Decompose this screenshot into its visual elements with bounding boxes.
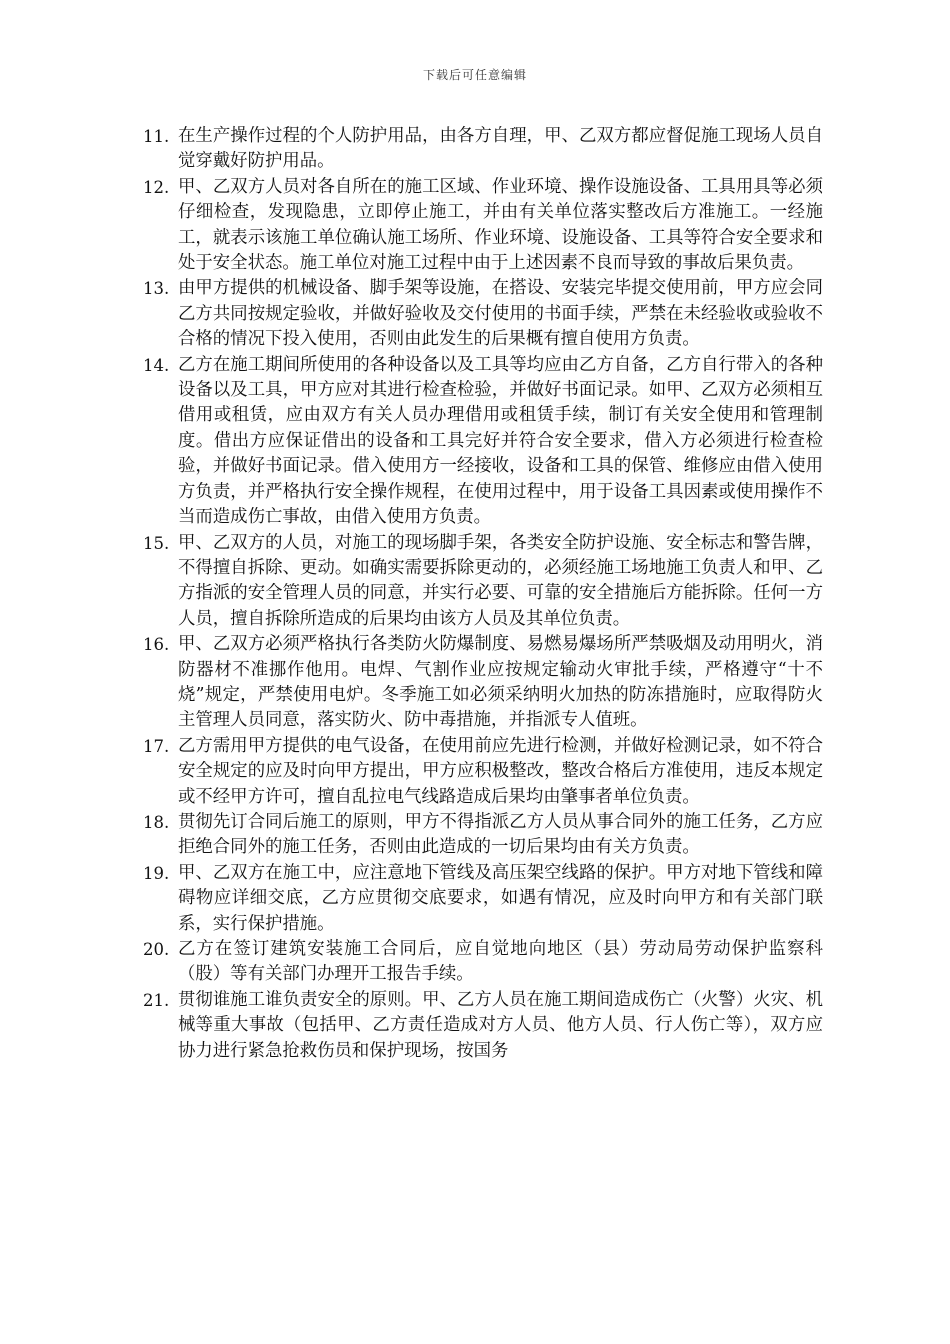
clause-text: 甲、乙双方必须严格执行各类防火防爆制度、易燃易爆场所严禁吸烟及动用明火，消防器材不准挪作他用。电焊、气割作业应按规定输动火审批手续，严格遵守“十不烧”规定，严禁使用电炉。冬季施工如必须采纳明火加热的防冻措施时，应取得防火主管理人员同意，落实防火、防中毒措施，并指派专人值班。 [178, 634, 823, 731]
clause-item [143, 810, 823, 861]
clause-item [143, 124, 823, 175]
clause-number: 14. [143, 355, 170, 375]
clause-item [143, 531, 823, 633]
clause-item [143, 632, 823, 734]
clause-number: 17. [143, 736, 170, 756]
clause-text: 乙方在施工期间所使用的各种设备以及工具等均应由乙方自备，乙方自行带入的各种设备以及工具，甲方应对其进行检查检验，并做好书面记录。如甲、乙双方必须相互借用或租赁，应由双方有关人员办理借用或租赁手续，制订有关安全使用和管理制度。借出方应保证借出的设备和工具完好并符合安全要求，借入方必须进行检查检验，并做好书面记录。借入使用方一经接收，设备和工具的保管、维修应由借入使用方负责，并严格执行安全操作规程，在使用过程中，用于设备工具因素或使用操作不当而造成伤亡事故，由借入使用方负责。 [178, 354, 823, 528]
clause-number: 15. [143, 533, 170, 553]
clause-list [143, 124, 823, 1064]
clause-number: 16. [143, 635, 170, 655]
page-header: 下载后可任意编辑 [422, 68, 527, 82]
clause-text: 甲、乙双方人员对各自所在的施工区域、作业环境、操作设施设备、工具用具等必须仔细检查，发现隐患，立即停止施工，并由有关单位落实整改后方准施工。一经施工，就表示该施工单位确认施工场所、作业环境、设施设备、工具等符合安全要求和处于安全状态。施工单位对施工过程中由于上述因素不良而导致的事故后果负责。 [178, 176, 823, 274]
clause-number: 19. [143, 863, 170, 883]
clause-text: 贯彻谁施工谁负责安全的原则。甲、乙方人员在施工期间造成伤亡（火警）火灾、机械等重大事故（包括甲、乙方责任造成对方人员、他方人员、行人伤亡等），双方应协力进行紧急抢救伤员和保护现场，按国务 [178, 989, 823, 1061]
clause-item [143, 988, 823, 1064]
clause-item [143, 734, 823, 810]
clause-number: 20. [143, 940, 170, 959]
clause-item [143, 353, 823, 531]
clause-text: 乙方在签订建筑安装施工合同后，应自觉地向地区（县）劳动局劳动保护监察科（股）等有关部门办理开工报告手续。 [178, 939, 823, 985]
clause-text: 在生产操作过程的个人防护用品，由各方自理，甲、乙双方都应督促施工现场人员自觉穿戴好防护用品。 [178, 126, 823, 172]
clause-text: 甲、乙双方在施工中，应注意地下管线及高压架空线路的保护。甲方对地下管线和障碍物应详细交底，乙方应贯彻交底要求，如遇有情况，应及时向甲方和有关部门联系，实行保护措施。 [178, 862, 823, 934]
clause-number: 21. [143, 990, 170, 1010]
clause-number: 13. [143, 279, 170, 299]
clause-item [143, 175, 823, 277]
clause-number: 18. [143, 812, 170, 832]
clause-item [143, 861, 823, 937]
clause-text: 乙方需用甲方提供的电气设备，在使用前应先进行检测，并做好检测记录，如不符合安全规定的应及时向甲方提出，甲方应积极整改，整改合格后方准使用，违反本规定或不经甲方许可，擅自乱拉电气线路造成后果均由肇事者单位负责。 [178, 735, 823, 807]
clause-text: 贯彻先订合同后施工的原则，甲方不得指派乙方人员从事合同外的施工任务，乙方应拒绝合同外的施工任务，否则由此造成的一切后果均由有关方负责。 [178, 811, 823, 858]
clause-number: 11. [143, 127, 170, 146]
clause-item [143, 276, 823, 352]
clause-text: 甲、乙双方的人员，对施工的现场脚手架，各类安全防护设施、安全标志和警告牌，不得擅自拆除、更动。如确实需要拆除更动的，必须经施工场地施工负责人和甲、乙方指派的安全管理人员的同意，并实行必要、可靠的安全措施后方能拆除。任何一方人员，擅自拆除所造成的后果均由该方人员及其单位负责。 [178, 532, 823, 629]
clause-number: 12. [143, 177, 170, 197]
clause-item [143, 937, 823, 988]
clause-text: 由甲方提供的机械设备、脚手架等设施，在搭设、安装完毕提交使用前，甲方应会同乙方共同按规定验收，并做好验收及交付使用的书面手续，严禁在未经验收或验收不合格的情况下投入使用，否则由此发生的后果概有擅自使用方负责。 [178, 278, 823, 350]
